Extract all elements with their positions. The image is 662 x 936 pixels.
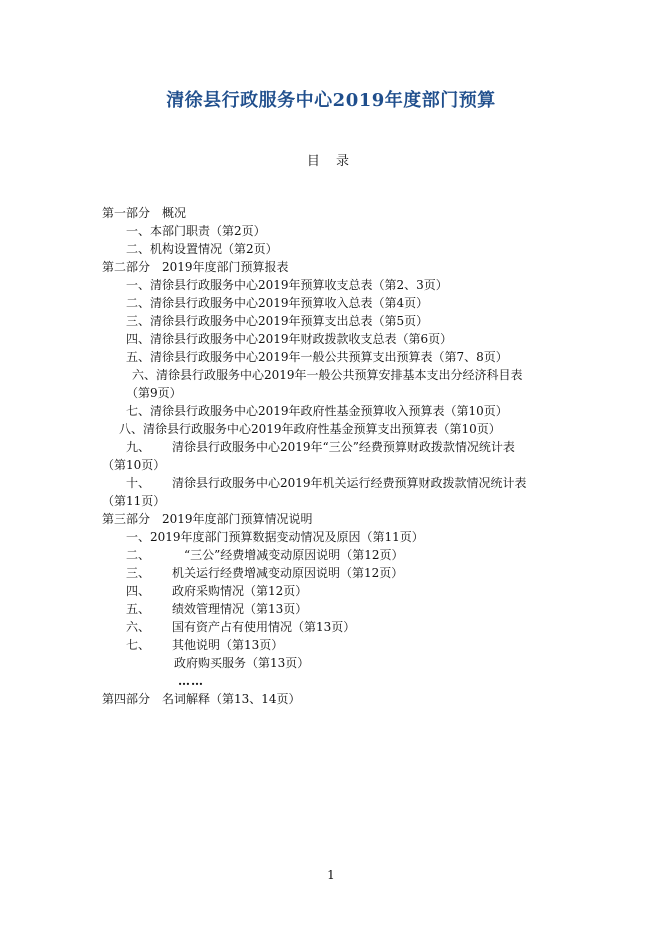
toc-entry-text: “三公”经费增减变动原因说明（第12页）: [184, 548, 404, 562]
toc-entry-number: 九、: [126, 440, 151, 454]
document-title: 清徐县行政服务中心2019年度部门预算: [166, 90, 496, 111]
toc-entry-text: 机关运行经费增减变动原因说明（第12页）: [172, 566, 404, 580]
toc-part-1: 第一部分 概况: [102, 206, 187, 220]
toc-entry: 五、清徐县行政服务中心2019年一般公共预算支出预算表（第7、8页）: [126, 350, 508, 364]
toc-part-4: 第四部分 名词解释（第13、14页）: [102, 692, 301, 706]
toc-entry-number: 二、: [126, 548, 151, 562]
toc-entry-continuation: （第11页）: [102, 494, 166, 508]
toc-entry-text: 清徐县行政服务中心2019年机关运行经费预算财政拨款情况统计表: [172, 476, 527, 490]
toc-entry: 一、清徐县行政服务中心2019年预算收支总表（第2、3页）: [126, 278, 448, 292]
page-number: 1: [327, 868, 335, 882]
toc-entry-number: 四、: [126, 584, 151, 598]
toc-entry-number: 五、: [126, 602, 151, 616]
toc-entry-text: 清徐县行政服务中心2019年“三公”经费预算财政拨款情况统计表: [172, 440, 515, 454]
toc-entry-number: 十、: [126, 476, 151, 490]
toc-entry: [102, 600, 572, 618]
toc-entry: [102, 474, 572, 492]
toc-part-2: 第二部分 2019年度部门预算报表: [102, 260, 289, 274]
toc-subentry: 政府购买服务（第13页）: [174, 656, 310, 670]
toc-entry-number: 三、: [126, 566, 151, 580]
toc-entry-text: 绩效管理情况（第13页）: [172, 602, 308, 616]
toc-entry: [102, 564, 572, 582]
toc-entry: 八、清徐县行政服务中心2019年政府性基金预算支出预算表（第10页）: [119, 422, 501, 436]
toc-entry: 七、清徐县行政服务中心2019年政府性基金预算收入预算表（第10页）: [126, 404, 508, 418]
toc-entry: 二、清徐县行政服务中心2019年预算收入总表（第4页）: [126, 296, 429, 310]
toc-entry: 一、2019年度部门预算数据变动情况及原因（第11页）: [126, 530, 424, 544]
toc-entry-text: 国有资产占有使用情况（第13页）: [172, 620, 356, 634]
toc-entry-number: 七、: [126, 638, 151, 652]
toc-entry-text: 政府采购情况（第12页）: [172, 584, 308, 598]
toc-heading: 目 录: [306, 154, 356, 169]
toc-ellipsis: ……: [178, 674, 204, 688]
toc-entry-number: 六、: [126, 620, 151, 634]
table-of-contents: [102, 204, 572, 708]
toc-entry: 三、清徐县行政服务中心2019年预算支出总表（第5页）: [126, 314, 429, 328]
toc-entry-continuation: （第9页）: [126, 386, 182, 400]
toc-entry: 六、清徐县行政服务中心2019年一般公共预算安排基本支出分经济科目表: [132, 368, 523, 382]
toc-entry: 二、机构设置情况（第2页）: [126, 242, 278, 256]
toc-entry-text: 其他说明（第13页）: [172, 638, 284, 652]
toc-entry: 一、本部门职责（第2页）: [126, 224, 266, 238]
toc-entry: [102, 546, 572, 564]
toc-entry-continuation: （第10页）: [102, 458, 166, 472]
toc-entry: [102, 636, 572, 654]
toc-entry: 四、清徐县行政服务中心2019年财政拨款收支总表（第6页）: [126, 332, 453, 346]
toc-entry: [102, 438, 572, 456]
toc-entry: [102, 618, 572, 636]
toc-entry: [102, 582, 572, 600]
toc-part-3: 第三部分 2019年度部门预算情况说明: [102, 512, 313, 526]
